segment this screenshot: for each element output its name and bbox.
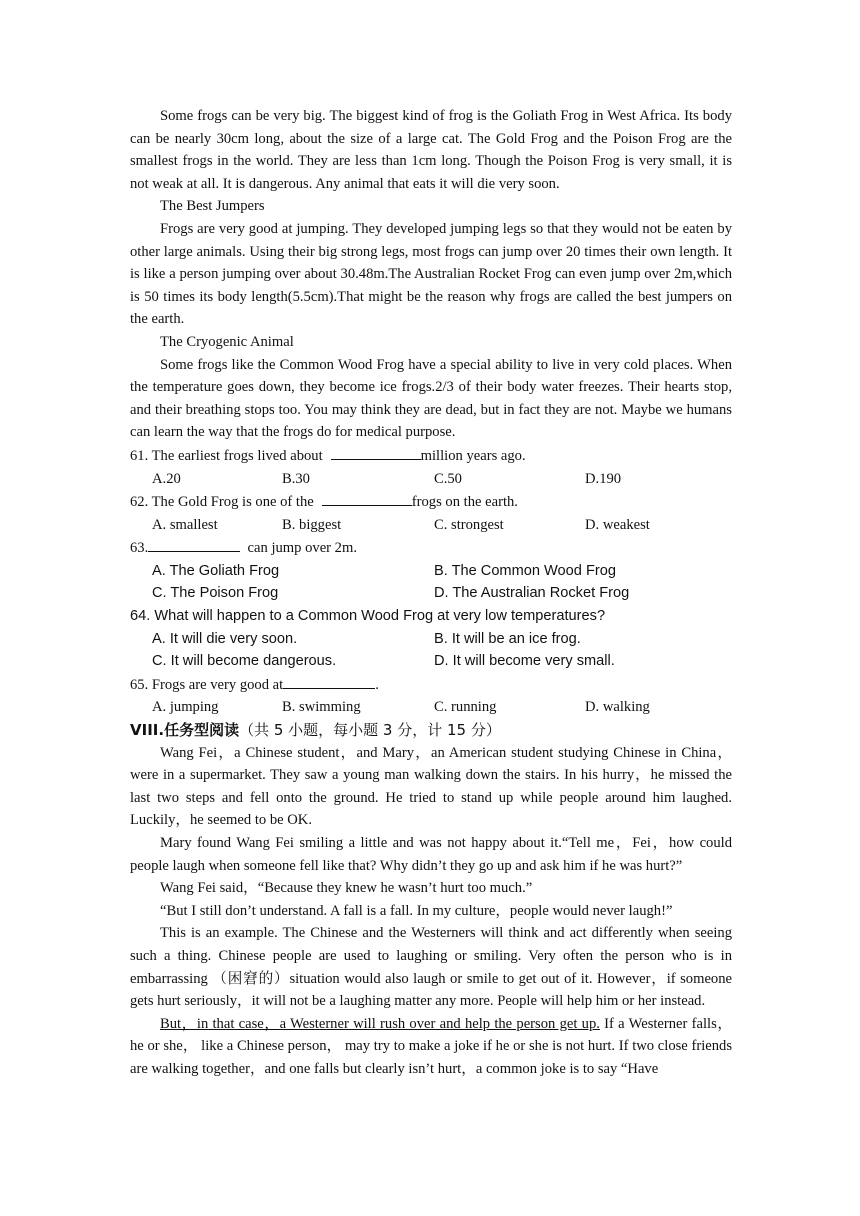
option-d[interactable]: D. It will become very small. (434, 653, 615, 670)
answer-blank[interactable] (331, 444, 421, 460)
passage-subheading: The Cryogenic Animal (160, 333, 294, 350)
option-c[interactable]: C.50 (434, 470, 462, 487)
option-d[interactable]: D.190 (585, 470, 622, 487)
option-b[interactable]: B. The Common Wood Frog (434, 562, 616, 579)
question-61 (130, 444, 732, 468)
question-62 (130, 490, 732, 514)
passage-subheading: The Best Jumpers (160, 198, 265, 215)
question-stem-end: frogs on the earth. (411, 494, 518, 511)
passage-paragraph: Wang Fei said，“Because they knew he wasn’t hurt too much.” (160, 880, 533, 897)
section-title: 任务型阅读 (164, 721, 240, 740)
section-note: （共 5 小题，每小题 3 分，计 15 分） (239, 721, 501, 740)
option-d[interactable]: D. walking (585, 699, 650, 716)
option-d[interactable]: D. weakest (585, 516, 650, 533)
options-64-row2 (130, 650, 732, 673)
option-a[interactable]: A. smallest (152, 516, 218, 533)
question-64: 64. What will happen to a Common Wood Frog at very low temperatures? (130, 608, 606, 625)
option-b[interactable]: B. It will be an ice frog. (434, 630, 581, 647)
options-62 (130, 514, 732, 537)
question-stem: 65. Frogs are very good at (130, 676, 284, 693)
passage-paragraph: “But I still don’t understand. A fall is a fall. In my culture，people would never laugh!” (160, 902, 673, 919)
section-number: VIII. (130, 721, 165, 740)
question-stem: 62. The Gold Frog is one of the (130, 494, 314, 511)
option-b[interactable]: B. biggest (282, 516, 342, 533)
question-63 (130, 536, 732, 560)
answer-blank[interactable] (148, 536, 240, 552)
option-a[interactable]: A.20 (152, 470, 181, 487)
passage-paragraph: This is an example. The Chinese and the Westerners will think and act differently when seeing such a thing. Chinese people are used to laughing or smiling. Very often the person who is in embarrassing （困窘的）situation would also laugh or smile to get out of it. However，if someone gets hurt seriously，it will not be a laughing matter any more. People will help him or her instead. (130, 925, 732, 1010)
option-a[interactable]: A. It will die very soon. (152, 630, 298, 647)
option-a[interactable]: A. jumping (152, 699, 219, 716)
question-stem: 61. The earliest frogs lived about (130, 447, 323, 464)
option-b[interactable]: B. swimming (282, 699, 361, 716)
question-stem-end: . (375, 676, 379, 693)
question-stem-end: million years ago. (420, 447, 526, 464)
question-65 (130, 673, 732, 697)
options-63-row1 (130, 560, 732, 583)
option-d[interactable]: D. The Australian Rocket Frog (434, 585, 630, 602)
passage-paragraph: Some frogs like the Common Wood Frog have a special ability to live in very cold places. When the temperature goes down, they become ice frogs.2/3 of their body water freezes. Their hearts stop, and their breathing stops too. You may think they are dead, but in fact they are not. Maybe we humans can learn the way that the frogs do for medical purpose. (130, 356, 732, 441)
question-stem: 63. (130, 540, 149, 557)
answer-blank[interactable] (322, 490, 412, 506)
option-c[interactable]: C. running (434, 699, 497, 716)
options-64-row1 (130, 628, 732, 651)
passage-paragraph: Mary found Wang Fei smiling a little and was not happy about it.“Tell me，Fei，how could people laugh when someone fell like that? Why didn’t they go up and ask him if he was hurt?” (130, 835, 732, 874)
options-61 (130, 468, 732, 491)
options-63-row2 (130, 582, 732, 605)
question-stem-end: can jump over 2m. (247, 540, 357, 557)
option-a[interactable]: A. The Goliath Frog (152, 562, 280, 579)
options-65 (130, 696, 732, 719)
passage-paragraph: Wang Fei，a Chinese student，and Mary，an American student studying Chinese in China，were in a supermarket. They saw a young man walking down the stairs. In his hurry，he missed the last two steps and fell onto the ground. He tried to stand up while people around him laughed. Luckily，he seemed to be OK. (130, 744, 732, 829)
option-c[interactable]: C. It will become dangerous. (152, 653, 337, 670)
option-b[interactable]: B.30 (282, 470, 310, 487)
answer-blank[interactable] (283, 673, 375, 689)
passage-paragraph (130, 1013, 732, 1081)
passage-paragraph: Frogs are very good at jumping. They developed jumping legs so that they would not be eaten by other large animals. Using their big strong legs, most frogs can jump over 20 times their own length. It is like a person jumping over about 30.48m.The Australian Rocket Frog can even jump over 2m,which is 50 times its body length(5.5cm).That might be the reason why frogs are called the best jumpers on the earth. (130, 220, 732, 328)
passage-paragraph: Some frogs can be very big. The biggest kind of frog is the Goliath Frog in West Africa. Its body can be nearly 30cm long, about the size of a large cat. The Gold Frog and the Poison Frog are the smallest frogs in the world. They are less than 1cm long. Though the Poison Frog is very small, it is not weak at all. It is dangerous. Any animal that eats it will die very soon. (130, 108, 732, 192)
page-content (130, 105, 732, 1081)
underlined-sentence: But，in that case，a Westerner will rush over and help the person get up. (160, 1015, 600, 1032)
option-c[interactable]: C. strongest (434, 516, 504, 533)
section-heading (130, 719, 732, 742)
option-c[interactable]: C. The Poison Frog (152, 585, 279, 602)
paragraph-text: If a Westerner falls，he or she， like a Chinese person， may try to make a joke if he or she is not hurt. If two close friends are walking together，and one falls but clearly isn’t hurt，a common joke is to say “Have (130, 1015, 732, 1077)
